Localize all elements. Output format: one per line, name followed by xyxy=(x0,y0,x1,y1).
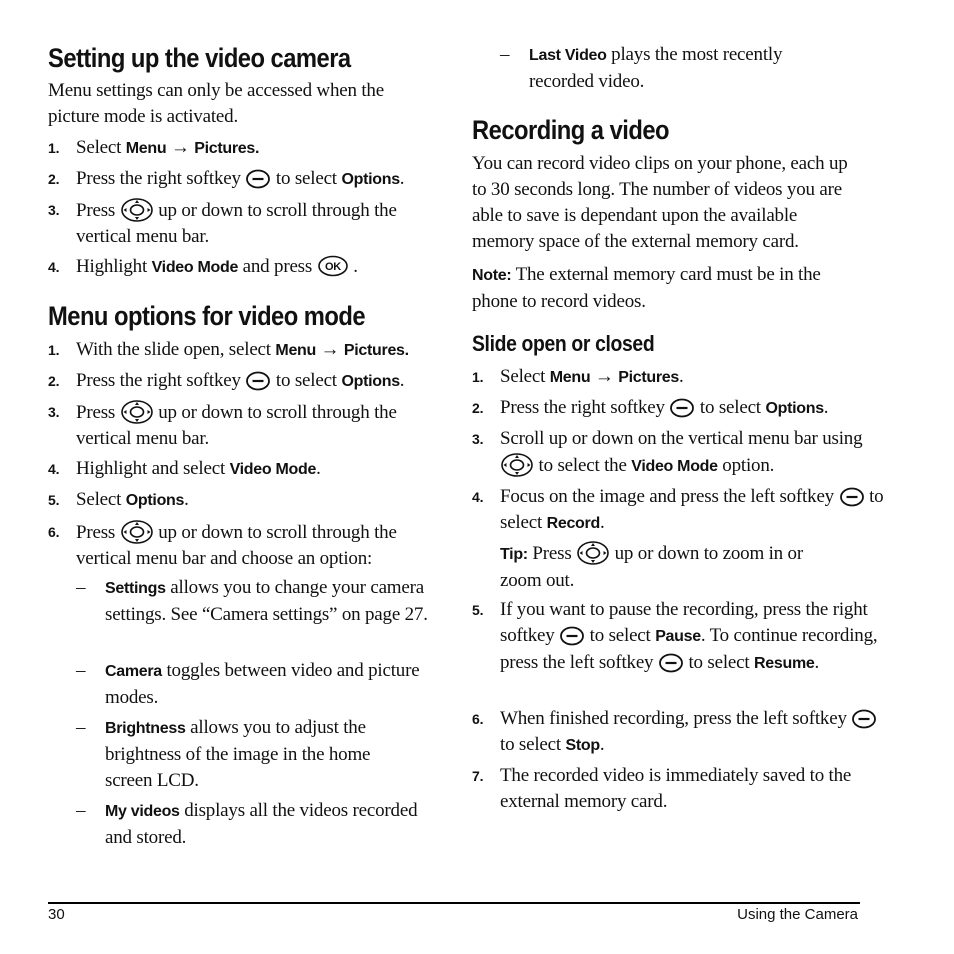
step-2: 2. Press the right softkey to select Options. xyxy=(472,397,829,418)
softkey-icon xyxy=(669,398,695,418)
softkey-icon xyxy=(559,626,585,646)
step-2: 2. Press the right softkey to select Options. xyxy=(48,168,405,189)
option-settings: – Settings allows you to change your camera settings. See “Camera settings” on page 27. xyxy=(76,577,428,625)
chapter-title: Using the Camera xyxy=(737,906,858,923)
note-label: Note: xyxy=(472,267,512,284)
step-1: 1. Select Menu → Pictures. xyxy=(48,137,260,158)
navigation-key-icon xyxy=(120,519,154,545)
step-1: 1. Select Menu → Pictures. xyxy=(472,366,684,387)
option-last-video: – Last Video plays the most recently recorded video. xyxy=(500,44,783,92)
svg-text:OK: OK xyxy=(324,261,341,273)
step-4: 4. Highlight and select Video Mode. xyxy=(48,458,321,479)
step-3: 3. Press up or down to scroll through the vertical menu bar. xyxy=(48,197,438,250)
intro-paragraph: Menu settings can only be accessed when the picture mode is activated. xyxy=(48,80,384,127)
subsection-title-slide: Slide open or closed xyxy=(472,331,655,356)
ok-key-icon xyxy=(317,255,349,277)
softkey-icon xyxy=(245,371,271,391)
step-2: 2. Press the right softkey to select Options. xyxy=(48,370,405,391)
step-4: 4. Highlight Video Mode and press OK . xyxy=(48,256,358,277)
step-5: 5. If you want to pause the recording, press the right softkey to select Pause. To continue recording, press the left softkey to select Resume. xyxy=(472,599,878,673)
option-camera: – Camera toggles between video and picture modes. xyxy=(76,660,420,708)
step-7: 7. The recorded video is immediately saved to the external memory card. xyxy=(472,765,852,812)
softkey-icon xyxy=(658,653,684,673)
step-4: 4. Focus on the image and press the left softkey to select Record. xyxy=(472,486,884,533)
option-my-videos: – My videos displays all the videos recorded and stored. xyxy=(76,800,418,848)
softkey-icon xyxy=(851,709,877,729)
navigation-key-icon xyxy=(500,452,534,478)
softkey-icon xyxy=(245,169,271,189)
step-6: 6. When finished recording, press the left softkey to select Stop. xyxy=(472,706,892,759)
page-number: 30 xyxy=(48,906,65,923)
step-1: 1. With the slide open, select Menu → Pictures. xyxy=(48,339,409,360)
recording-intro: You can record video clips on your phone, each up to 30 seconds long. The number of videos you are able to save is dependant upon the available memory space of the external memory card. xyxy=(472,153,848,252)
section-title-menu-options: Menu options for video mode xyxy=(48,301,366,331)
navigation-key-icon xyxy=(120,399,154,425)
step-3: 3. Press up or down to scroll through the vertical menu bar. xyxy=(48,399,438,452)
navigation-key-icon xyxy=(576,540,610,566)
softkey-icon xyxy=(839,487,865,507)
step-5: 5. Select Options. xyxy=(48,489,189,510)
section-title-recording: Recording a video xyxy=(472,115,669,145)
footer-rule xyxy=(48,902,860,904)
option-brightness: – Brightness allows you to adjust the brightness of the image in the home screen LCD. xyxy=(76,717,371,791)
navigation-key-icon xyxy=(120,197,154,223)
step-3: 3. Scroll up or down on the vertical menu bar using to select the Video Mode option. xyxy=(472,428,863,476)
section-title-setting-up: Setting up the video camera xyxy=(48,43,351,73)
note: Note: The external memory card must be in the phone to record videos. xyxy=(472,264,821,312)
step-6: 6. Press up or down to scroll through the vertical menu bar and choose an option: xyxy=(48,519,446,572)
tip: Tip: Press up or down to zoom in or zoom out. xyxy=(472,540,840,594)
tip-label: Tip: xyxy=(500,546,528,563)
